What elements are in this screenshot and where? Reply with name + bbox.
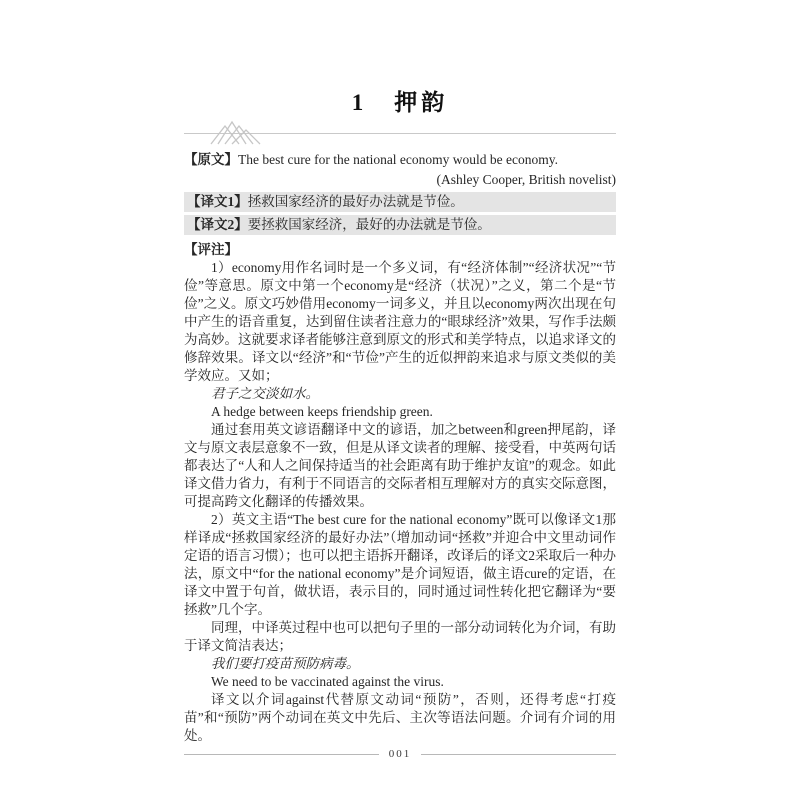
commentary-paragraph-4: 同理，中译英过程中也可以把句子里的一部分动词转化为介词，有助于译文简洁表达； xyxy=(184,620,616,653)
chapter-title: 1 押韵 xyxy=(351,90,449,115)
translation-1-row xyxy=(184,192,616,212)
translation-1-text: 拯救国家经济的最好办法就是节俭。 xyxy=(247,194,464,209)
example-english-sentence: We need to be vaccinated against the virus. xyxy=(211,674,444,689)
translation-1-label: 【译文1】 xyxy=(187,194,248,209)
page-footer xyxy=(184,749,616,760)
translation-2-text: 要拯救国家经济，最好的办法就是节俭。 xyxy=(247,217,491,232)
attribution: (Ashley Cooper, British novelist) xyxy=(436,172,616,187)
example-chinese-sentence: 我们要打疫苗预防病毒。 xyxy=(211,656,360,671)
mountain-logo-icon xyxy=(210,120,268,146)
translation-2-label: 【译文2】 xyxy=(187,217,248,232)
source-line xyxy=(184,151,616,169)
source-label: 【原文】 xyxy=(184,152,238,167)
page-content xyxy=(184,151,616,745)
commentary-paragraph-2: 通过套用英文谚语翻译中文的谚语，加之between和green押尾韵，译文与原文表层意象不一致，但是从译文读者的理解、接受看，中英两句话都表达了“人和人之间保持适当的社会距离有助于维护友谊”的观念。如此译文借力省力，有利于不同语言的交际者相互理解对方的真实交际意图，可提高跨文化翻译的传播效果。 xyxy=(184,422,616,509)
commentary-paragraph-1: 1）economy用作名词时是一个多义词，有“经济体制”“经济状况”“节俭”等意思。原文中第一个economy是“经济（状况）”之义，第二个是“节俭”之义。原文巧妙借用economy一词多义，并且以economy两次出现在句中产生的语音重复，达到留住读者注意力的“眼球经济”效果，写作手法颇为高妙。这就要求译者能够注意到原文的形式和美学特点，以追求译文的修辞效果。译文以“经济”和“节俭”产生的近似押韵来追求与原文类似的美学效应。又如； xyxy=(184,260,616,383)
example-chinese-proverb: 君子之交淡如水。 xyxy=(211,386,319,401)
commentary-label: 【评注】 xyxy=(184,242,238,257)
footer-rule-left xyxy=(184,754,379,755)
translation-2-row xyxy=(184,215,616,235)
header-rule xyxy=(184,133,616,134)
page-number: 001 xyxy=(388,748,412,760)
footer-rule-right xyxy=(421,754,616,755)
source-text: The best cure for the national economy would be economy. xyxy=(238,152,559,167)
example-english-proverb: A hedge between keeps friendship green. xyxy=(211,404,433,419)
commentary-paragraph-3: 2）英文主语“The best cure for the national economy”既可以像译文1那样译成“拯救国家经济的最好办法”（增加动词“拯救”并迎合中文里动词作定语的语言习惯）；也可以把主语拆开翻译，改译后的译文2采取后一种办法，原文中“for the national economy”是介词短语，做主语cure的定语，在译文中置于句首，做状语，表示目的，同时通过词性转化把它翻译为“要拯救”几个字。 xyxy=(184,512,616,617)
commentary-paragraph-5: 译文以介词against代替原文动词“预防”，否则，还得考虑“打疫苗”和“预防”两个动词在英文中先后、主次等语法问题。介词有介词的用处。 xyxy=(184,692,616,743)
